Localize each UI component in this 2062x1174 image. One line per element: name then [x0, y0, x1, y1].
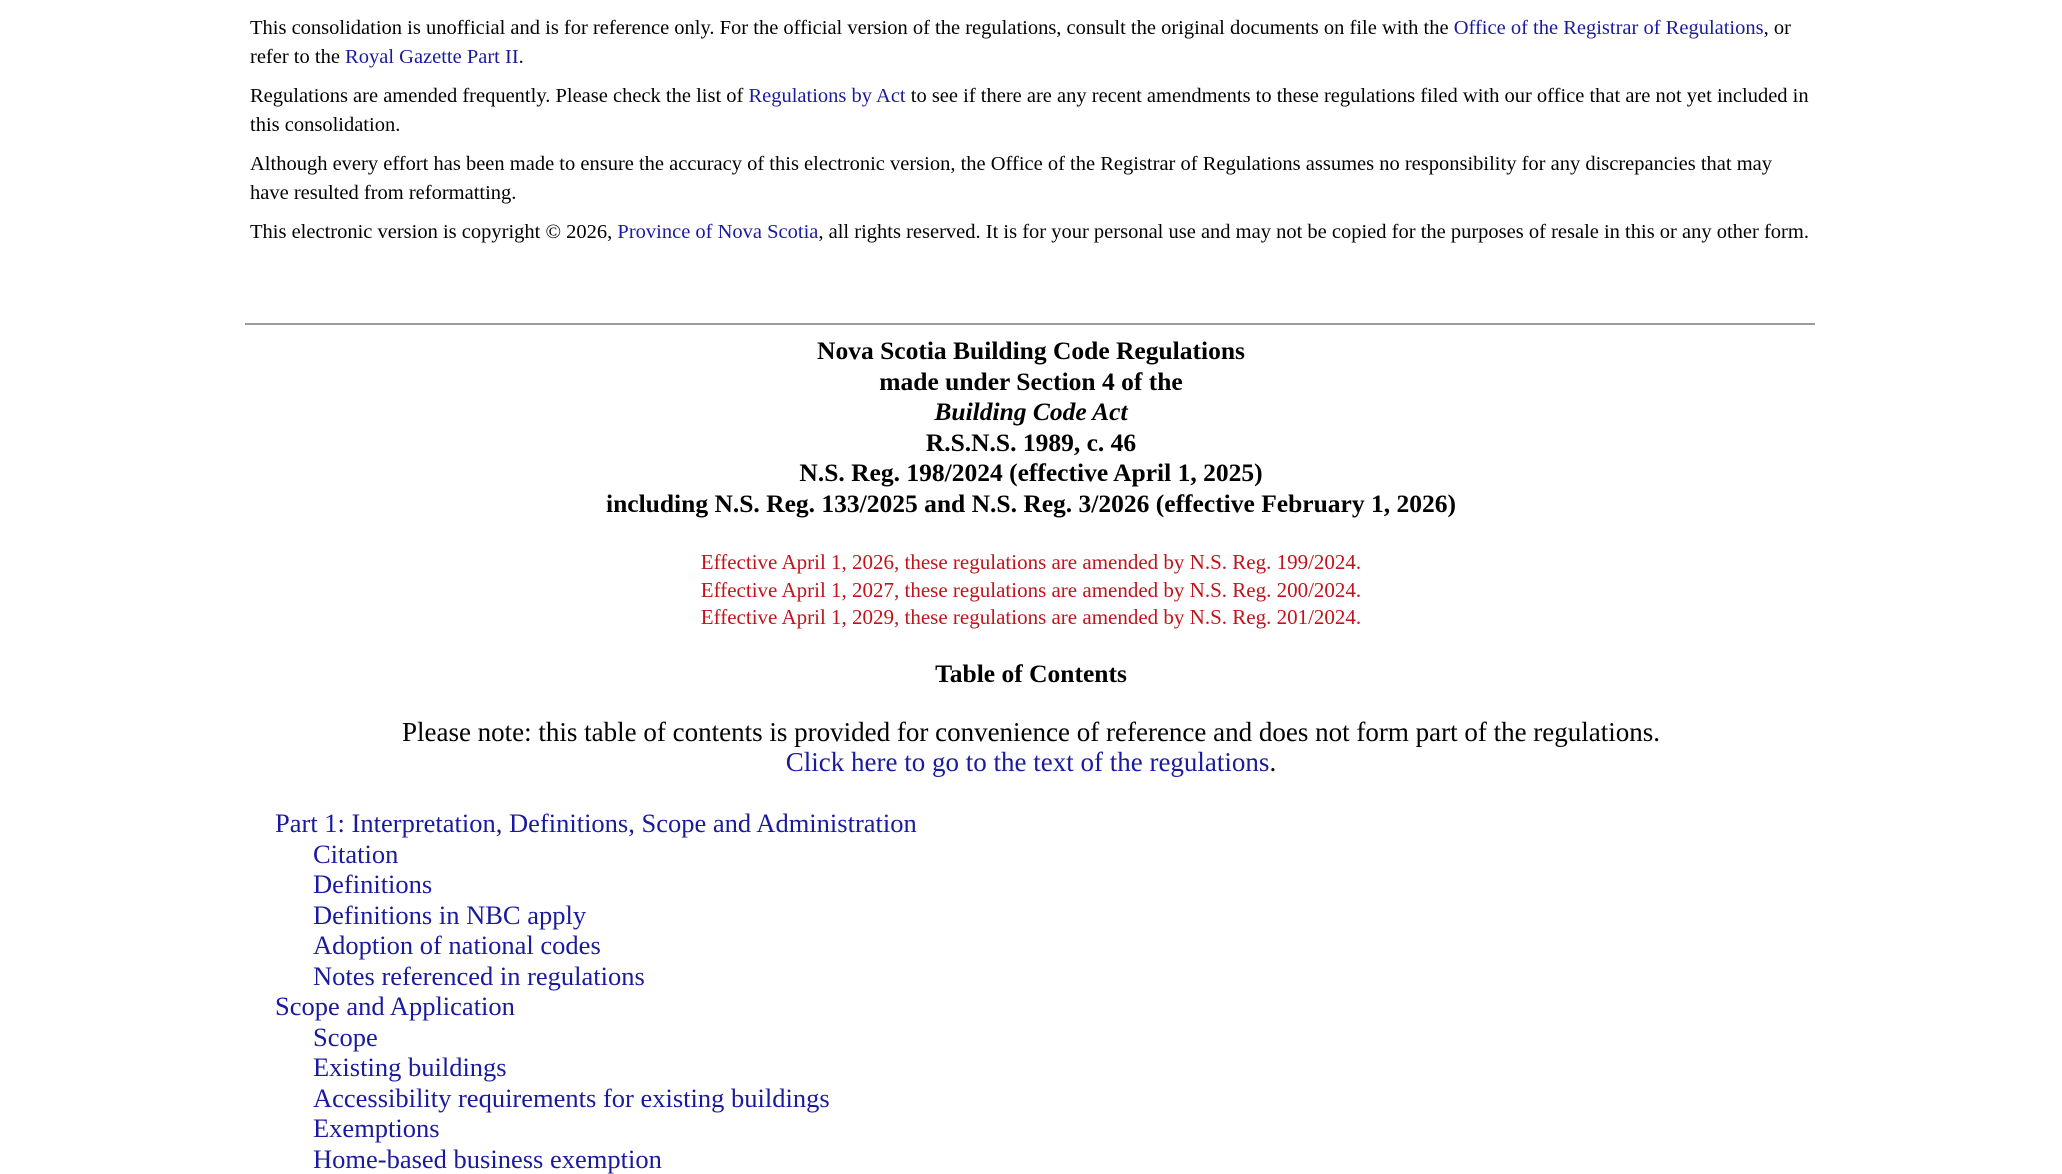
toc-item-part-1[interactable]: Part 1: Interpretation, Definitions, Scope and Administration — [275, 808, 917, 839]
disclaimer-section — [250, 14, 1810, 257]
toc-item-definitions-in-nbc-apply[interactable]: Definitions in NBC apply — [275, 900, 917, 931]
toc-link-suffix: . — [1269, 747, 1276, 777]
toc-item-exemptions[interactable]: Exemptions — [275, 1113, 917, 1144]
disclaimer-paragraph-amendments — [250, 82, 1810, 140]
toc-item-notes-referenced[interactable]: Notes referenced in regulations — [275, 961, 917, 992]
disclaimer-text: This consolidation is unofficial and is for reference only. For the official version of the regulations, consult the original documents on file with the — [250, 17, 1454, 39]
regulations-by-act-link[interactable]: Regulations by Act — [748, 85, 905, 107]
disclaimer-text: Regulations are amended frequently. Please check the list of — [250, 85, 748, 107]
act-name: Building Code Act — [0, 397, 2062, 428]
regulation-number: N.S. Reg. 198/2024 (effective April 1, 2025) — [0, 458, 2062, 489]
toc-heading: Table of Contents — [0, 659, 2062, 689]
toc-note-block — [0, 717, 2062, 777]
disclaimer-text: . — [519, 46, 524, 68]
toc-list — [275, 808, 917, 1174]
future-amendments-notice — [0, 549, 2062, 632]
toc-item-existing-buildings[interactable]: Existing buildings — [275, 1052, 917, 1083]
toc-item-adoption-of-national-codes[interactable]: Adoption of national codes — [275, 930, 917, 961]
registrar-of-regulations-link[interactable]: Office of the Registrar of Regulations — [1454, 17, 1764, 39]
go-to-regulations-text-link[interactable]: Click here to go to the text of the regulations — [786, 747, 1270, 777]
toc-item-home-based-business-exemption[interactable]: Home-based business exemption — [275, 1144, 917, 1174]
disclaimer-text: , or refer to the — [250, 17, 1791, 68]
disclaimer-text: , all rights reserved. It is for your personal use and may not be copied for the purposes of resale in this or any other form. — [818, 221, 1809, 243]
amendment-notice: Effective April 1, 2027, these regulations are amended by N.S. Reg. 200/2024. — [0, 577, 2062, 605]
disclaimer-paragraph-copyright — [250, 218, 1810, 247]
amendment-notice: Effective April 1, 2026, these regulations are amended by N.S. Reg. 199/2024. — [0, 549, 2062, 577]
disclaimer-text: Although every effort has been made to ensure the accuracy of this electronic version, the Office of the Registrar of Regulations assumes no responsibility for any discrepancies that may have resulted from reformatting. — [250, 153, 1772, 204]
disclaimer-paragraph-official — [250, 14, 1810, 72]
toc-note: Please note: this table of contents is provided for convenience of reference and does not form part of the regulations. — [0, 717, 2062, 747]
toc-link-line — [0, 747, 2062, 777]
included-amendments: including N.S. Reg. 133/2025 and N.S. Reg. 3/2026 (effective February 1, 2026) — [0, 489, 2062, 520]
toc-item-scope-and-application[interactable]: Scope and Application — [275, 991, 917, 1022]
royal-gazette-link[interactable]: Royal Gazette Part II — [345, 46, 519, 68]
toc-item-accessibility-requirements[interactable]: Accessibility requirements for existing buildings — [275, 1083, 917, 1114]
disclaimer-text: to see if there are any recent amendments to these regulations filed with our office that are not yet included in this consolidation. — [250, 85, 1809, 136]
province-of-nova-scotia-link[interactable]: Province of Nova Scotia — [617, 221, 818, 243]
toc-item-definitions[interactable]: Definitions — [275, 869, 917, 900]
horizontal-divider — [245, 323, 1815, 325]
statute-citation: R.S.N.S. 1989, c. 46 — [0, 428, 2062, 459]
toc-item-scope[interactable]: Scope — [275, 1022, 917, 1053]
regulation-title: Nova Scotia Building Code Regulations — [0, 336, 2062, 367]
amendment-notice: Effective April 1, 2029, these regulations are amended by N.S. Reg. 201/2024. — [0, 604, 2062, 632]
disclaimer-text: This electronic version is copyright © 2026, — [250, 221, 617, 243]
regulation-authority-line: made under Section 4 of the — [0, 367, 2062, 398]
toc-item-citation[interactable]: Citation — [275, 839, 917, 870]
disclaimer-paragraph-accuracy — [250, 150, 1810, 208]
regulation-title-block — [0, 336, 2062, 519]
